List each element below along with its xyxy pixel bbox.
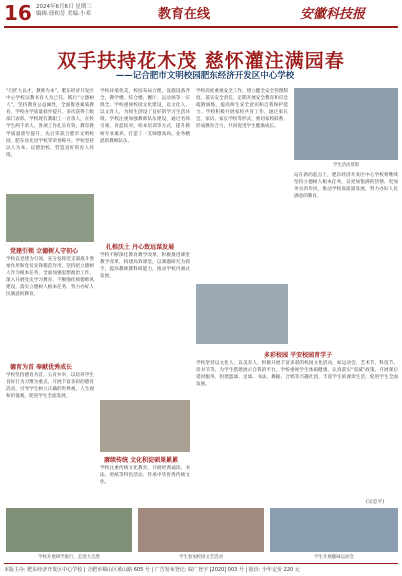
footer-text: 本版主办: 肥东经济开发区中心学校 | 合肥市蜀山区黄山路 605 号 | 广告发布登记: 皖广登字 [2020] 003 号 | 报价: 全年定价 220 元 [4,567,300,573]
page-number: 16 [4,1,32,25]
section-heading-party: 党建引领 立德树人守初心 [10,248,79,255]
group-photo-1 [6,194,94,242]
newspaper-masthead: 安徽科技报 [300,7,366,22]
article-col2-develop: 学校不断深化教育教学改革，积极推进课堂教学改革，构建高效课堂，以课题研究为抓手，提高教师教科研能力，推动学校内涵式发展。 [100,253,190,280]
editor-text: 编辑:徐和芳 美编:小邓 [36,11,91,17]
article-col2-campus: 学校环境优美，校园布局合理，设施设备齐全，教学楼、综合楼、餐厅、运动场等一应俱全。学校重视校园文化建设，以文化人，以文育人，为师生创设了良好的学习生活环境。学校注重加强教师队伍建设，通过名师引领、青蓝结对、校本培训等方式，提升教师专业素养，打造了一支师德高尚、业务精湛的教师队伍。 [100,89,190,144]
bottom-photo-2 [138,508,264,552]
section-heading-colorful: 多彩校园 平安校园育学子 [264,352,333,359]
footer-rule [4,563,398,564]
section-heading-moral: 德育为首 奉献优秀成长 [10,364,73,371]
article-col1-moral: 学校坚持德育为首，五育并举，以培养学生良好行为习惯为重点，开展丰富多彩的德育活动，引导学生树立正确的世界观、人生观和价值观，促进学生全面发展。 [6,373,94,400]
article-col1-party: 学校以党建为引领，充分发挥党支部战斗堡垒作用和党员先锋模范作用，坚持把立德树人作为根本任务，全面加强思想政治工作，深入开展党史学习教育，不断强化师德师风建设，落实立德树人根本任务，努力办好人民满意的教育。 [6,257,94,298]
article-col4-closing: 站在新的起点上，肥东经济开发区中心学校将继续坚持立德树人根本任务，以更加饱满的热情、更加务实的作风，推动学校高质量发展，努力办好人民满意的教育。 [294,173,398,200]
article-col2-culture: 学校注重传统文化教育，开展经典诵读、书法、剪纸等特色活动，传承中华优秀传统文化。 [100,466,190,486]
bottom-photo-3 [270,508,398,552]
bottom-caption-3: 学生开展趣味运动会 [314,555,354,560]
article-col1-intro: “巧匠大以才，教师为本”。肥东经济开发区中心学校以教书育人为己任，践行“立德树人”，坚持教育公益属性，全面推进素质教育，学校办学质量稳步提升，多次获得上级部门表彰。学校现有教职工一百余人，在校学生两千余人，各项工作扎实有效，教育教学质量逐年提升，先后荣获合肥市文明校园、肥东县先进学校等荣誉称号。学校坚持以人为本，以德治校，营造良好的育人环境。 [6,89,94,158]
article-col4-activities: 学校坚持以文化人，以美育人，积极开展丰富多彩的校园文化活动，如运动会、艺术节、科技节、读书节等，为学生搭建展示自我的平台。学校重视学生体质健康，认真落实“双减”政策，开展课后延时服务，组建篮球、足球、书法、舞蹈、合唱等兴趣社团，丰富学生的课余生活，促进学生全面发展。 [196,361,398,388]
article-byline: (吴忠平) [366,500,385,505]
top-photo [294,88,398,160]
date-line [36,4,92,18]
bottom-caption-1: 学校开展研学旅行，走进大自然 [38,555,100,560]
section-heading-develop: 扎根沃土 丹心致远谋发展 [106,244,175,251]
header-rule [4,26,398,28]
article-headline: 双手扶持花木茂 慈怀灌注满园春 [57,50,345,72]
bottom-photo-1 [6,508,132,552]
top-photo-caption: 学生活动剪影 [332,163,360,168]
date-text: 2024年6月6日 星期三 [36,4,92,10]
activity-photo-2 [100,400,190,452]
page-footer [0,563,402,576]
bottom-caption-2: 学生参加校园文艺活动 [179,555,223,560]
article-subhead: ——记合肥市文明校园肥东经济开发区中心学校 [115,71,295,81]
page-header [0,0,402,30]
article-col3-safety: 学校高度重视安全工作，建立健全安全管理制度，落实安全责任，定期开展安全教育和应急疏散演练，提高师生安全意识和自我保护能力。学校积极开展家校共育工作，通过家长会、家访、家长学校等形式，密切家校联系，形成教育合力，共同促进学生健康成长。 [196,89,288,130]
section-title: 教育在线 [158,7,211,22]
section-heading-culture: 赓续传统 文化积淀硕果累累 [104,457,179,464]
activity-photo-3 [196,284,288,344]
